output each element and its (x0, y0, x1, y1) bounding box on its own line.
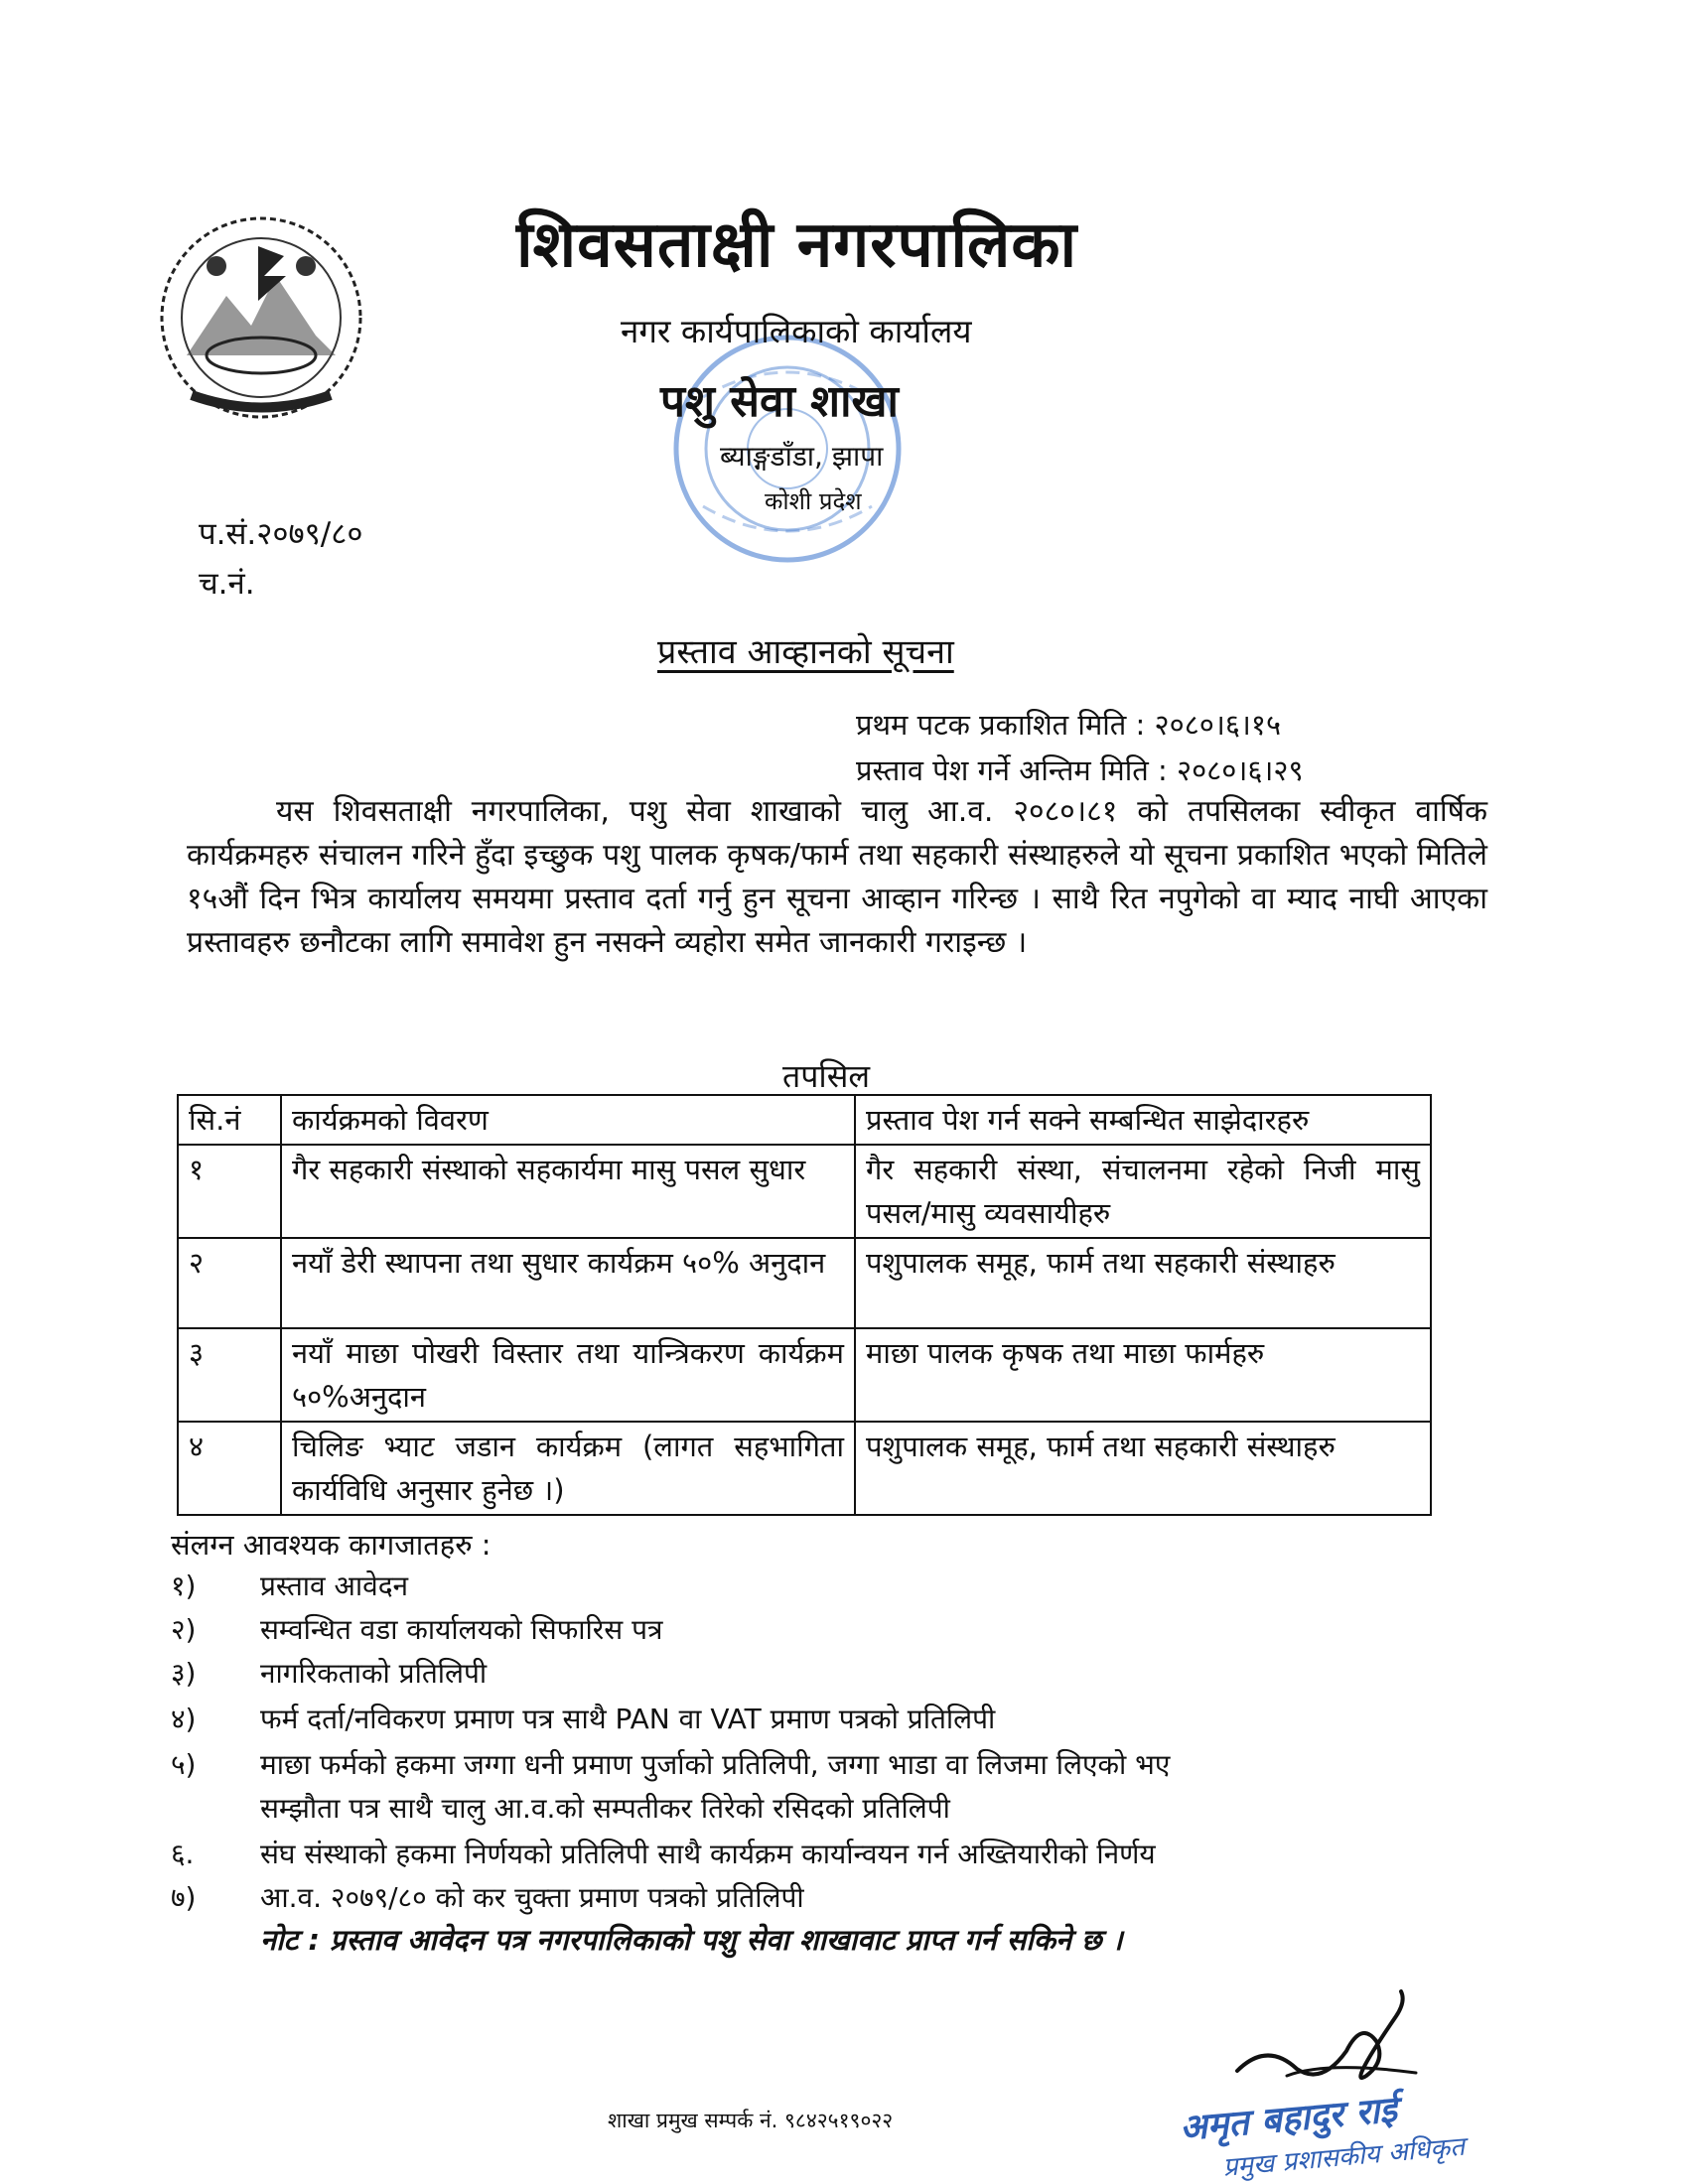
document-item-continuation: सम्झौता पत्र साथै चालु आ.व.को सम्पतीकर तिरेको रसिदको प्रतिलिपी (260, 1792, 950, 1825)
letter-reference-number: प.सं.२०७९/८० (199, 516, 363, 552)
document-item: संघ संस्थाको हकमा निर्णयको प्रतिलिपी साथै कार्यक्रम कार्यान्वयन गर्न अख्तियारीको निर्णय (260, 1838, 1156, 1870)
row-sn: १ (178, 1145, 281, 1238)
row-sn: ३ (178, 1328, 281, 1422)
document-number: ७) (171, 1881, 197, 1914)
row-partners: पशुपालक समूह, फार्म तथा सहकारी संस्थाहरु (855, 1422, 1431, 1515)
office-name: नगर कार्यपालिकाको कार्यालय (621, 312, 972, 350)
notice-body: यस शिवसताक्षी नगरपालिका, पशु सेवा शाखाको चालु आ.व. २०८०।८१ को तपसिलका स्वीकृत वार्षिक कार्यक्रमहरु संचालन गरिने हुँदा इच्छुक पशु पालक कृषक/फार्म तथा सहकारी संस्थाहरुले यो सूचना प्रकाशित भएको मितिले १५औं दिन भित्र कार्यालय समयमा प्रस्ताव दर्ता गर्नु हुन सूचना आव्हान गरिन्छ । साथै रित नपुगेको वा म्याद नाघी आएका प्रस्तावहरु छनौटका लागि समावेश हुन नसक्ने व्यहोरा समेत जानकारी गराइन्छ । (187, 794, 1487, 960)
signature-icon (1227, 1981, 1426, 2091)
program-table (177, 1094, 1432, 1516)
table-row (178, 1422, 1431, 1515)
government-emblem-icon (147, 206, 375, 430)
table-caption: तपसिल (782, 1057, 871, 1095)
table-header-row (178, 1095, 1431, 1145)
table-row (178, 1238, 1431, 1328)
document-number: ६. (171, 1838, 195, 1870)
documents-heading: संलग्न आवश्यक कागजातहरु : (171, 1528, 492, 1562)
document-number: ३) (171, 1657, 197, 1690)
note-text: नोट : प्रस्ताव आवेदन पत्र नगरपालिकाको पशु सेवा शाखावाट प्राप्त गर्न सकिने छ । (260, 1923, 1123, 1957)
document-number: १) (171, 1570, 197, 1602)
document-item: प्रस्ताव आवेदन (260, 1570, 409, 1602)
table-row (178, 1145, 1431, 1238)
column-header-program: कार्यक्रमको विवरण (281, 1095, 855, 1145)
branch-name: पशु सेवा शाखा (660, 376, 899, 427)
row-partners: गैर सहकारी संस्था, संचालनमा रहेको निजी मासु पसल/मासु व्यवसायीहरु (855, 1145, 1431, 1238)
last-submission-date: प्रस्ताव पेश गर्ने अन्तिम मिति : २०८०।६।२९ (856, 753, 1304, 787)
document-item: माछा फर्मको हकमा जग्गा धनी प्रमाण पुर्जाको प्रतिलिपी, जग्गा भाडा वा लिजमा लिएको भए (260, 1748, 1171, 1781)
first-published-date: प्रथम पटक प्रकाशित मिति : २०८०।६।१५ (856, 708, 1282, 742)
column-header-sn: सि.नं (178, 1095, 281, 1145)
dispatch-number: च.नं. (199, 566, 255, 602)
document-number: ५) (171, 1748, 197, 1781)
row-program: चिलिङ भ्याट जडान कार्यक्रम (लागत सहभागिता कार्यविधि अनुसार हुनेछ ।) (281, 1422, 855, 1515)
table-row (178, 1328, 1431, 1422)
signatory-title: प्रमुख प्रशासकीय अधिकृत (1221, 2131, 1467, 2183)
document-item: नागरिकताको प्रतिलिपी (260, 1657, 488, 1690)
document-number: ४) (171, 1703, 197, 1735)
column-header-partners: प्रस्ताव पेश गर्न सक्ने सम्बन्धित साझेदारहरु (855, 1095, 1431, 1145)
notice-title: प्रस्ताव आव्हानको सूचना (657, 632, 954, 672)
branch-contact: शाखा प्रमुख सम्पर्क नं. ९८४२५१९०२२ (608, 2109, 894, 2132)
row-program: नयाँ डेरी स्थापना तथा सुधार कार्यक्रम ५०% अनुदान (281, 1238, 855, 1328)
document-item: फर्म दर्ता/नविकरण प्रमाण पत्र साथै PAN वा VAT प्रमाण पत्रको प्रतिलिपी (260, 1703, 996, 1735)
row-program: नयाँ माछा पोखरी विस्तार तथा यान्त्रिकरण कार्यक्रम ५०%अनुदान (281, 1328, 855, 1422)
row-program: गैर सहकारी संस्थाको सहकार्यमा मासु पसल सुधार (281, 1145, 855, 1238)
document-number: २) (171, 1613, 197, 1646)
row-sn: २ (178, 1238, 281, 1328)
row-sn: ४ (178, 1422, 281, 1515)
row-partners: माछा पालक कृषक तथा माछा फार्महरु (855, 1328, 1431, 1422)
office-address: ब्याङ्गडाँडा, झापा (720, 440, 884, 473)
signatory-name: अमृत बहादुर राई (1178, 2089, 1399, 2149)
document-item: सम्वन्धित वडा कार्यालयको सिफारिस पत्र (260, 1613, 663, 1646)
document-item: आ.व. २०७९/८० को कर चुक्ता प्रमाण पत्रको प्रतिलिपी (260, 1881, 804, 1914)
row-partners: पशुपालक समूह, फार्म तथा सहकारी संस्थाहरु (855, 1238, 1431, 1328)
province-name: कोशी प्रदेश (765, 487, 862, 515)
organization-name: शिवसताक्षी नगरपालिका (516, 208, 1078, 282)
